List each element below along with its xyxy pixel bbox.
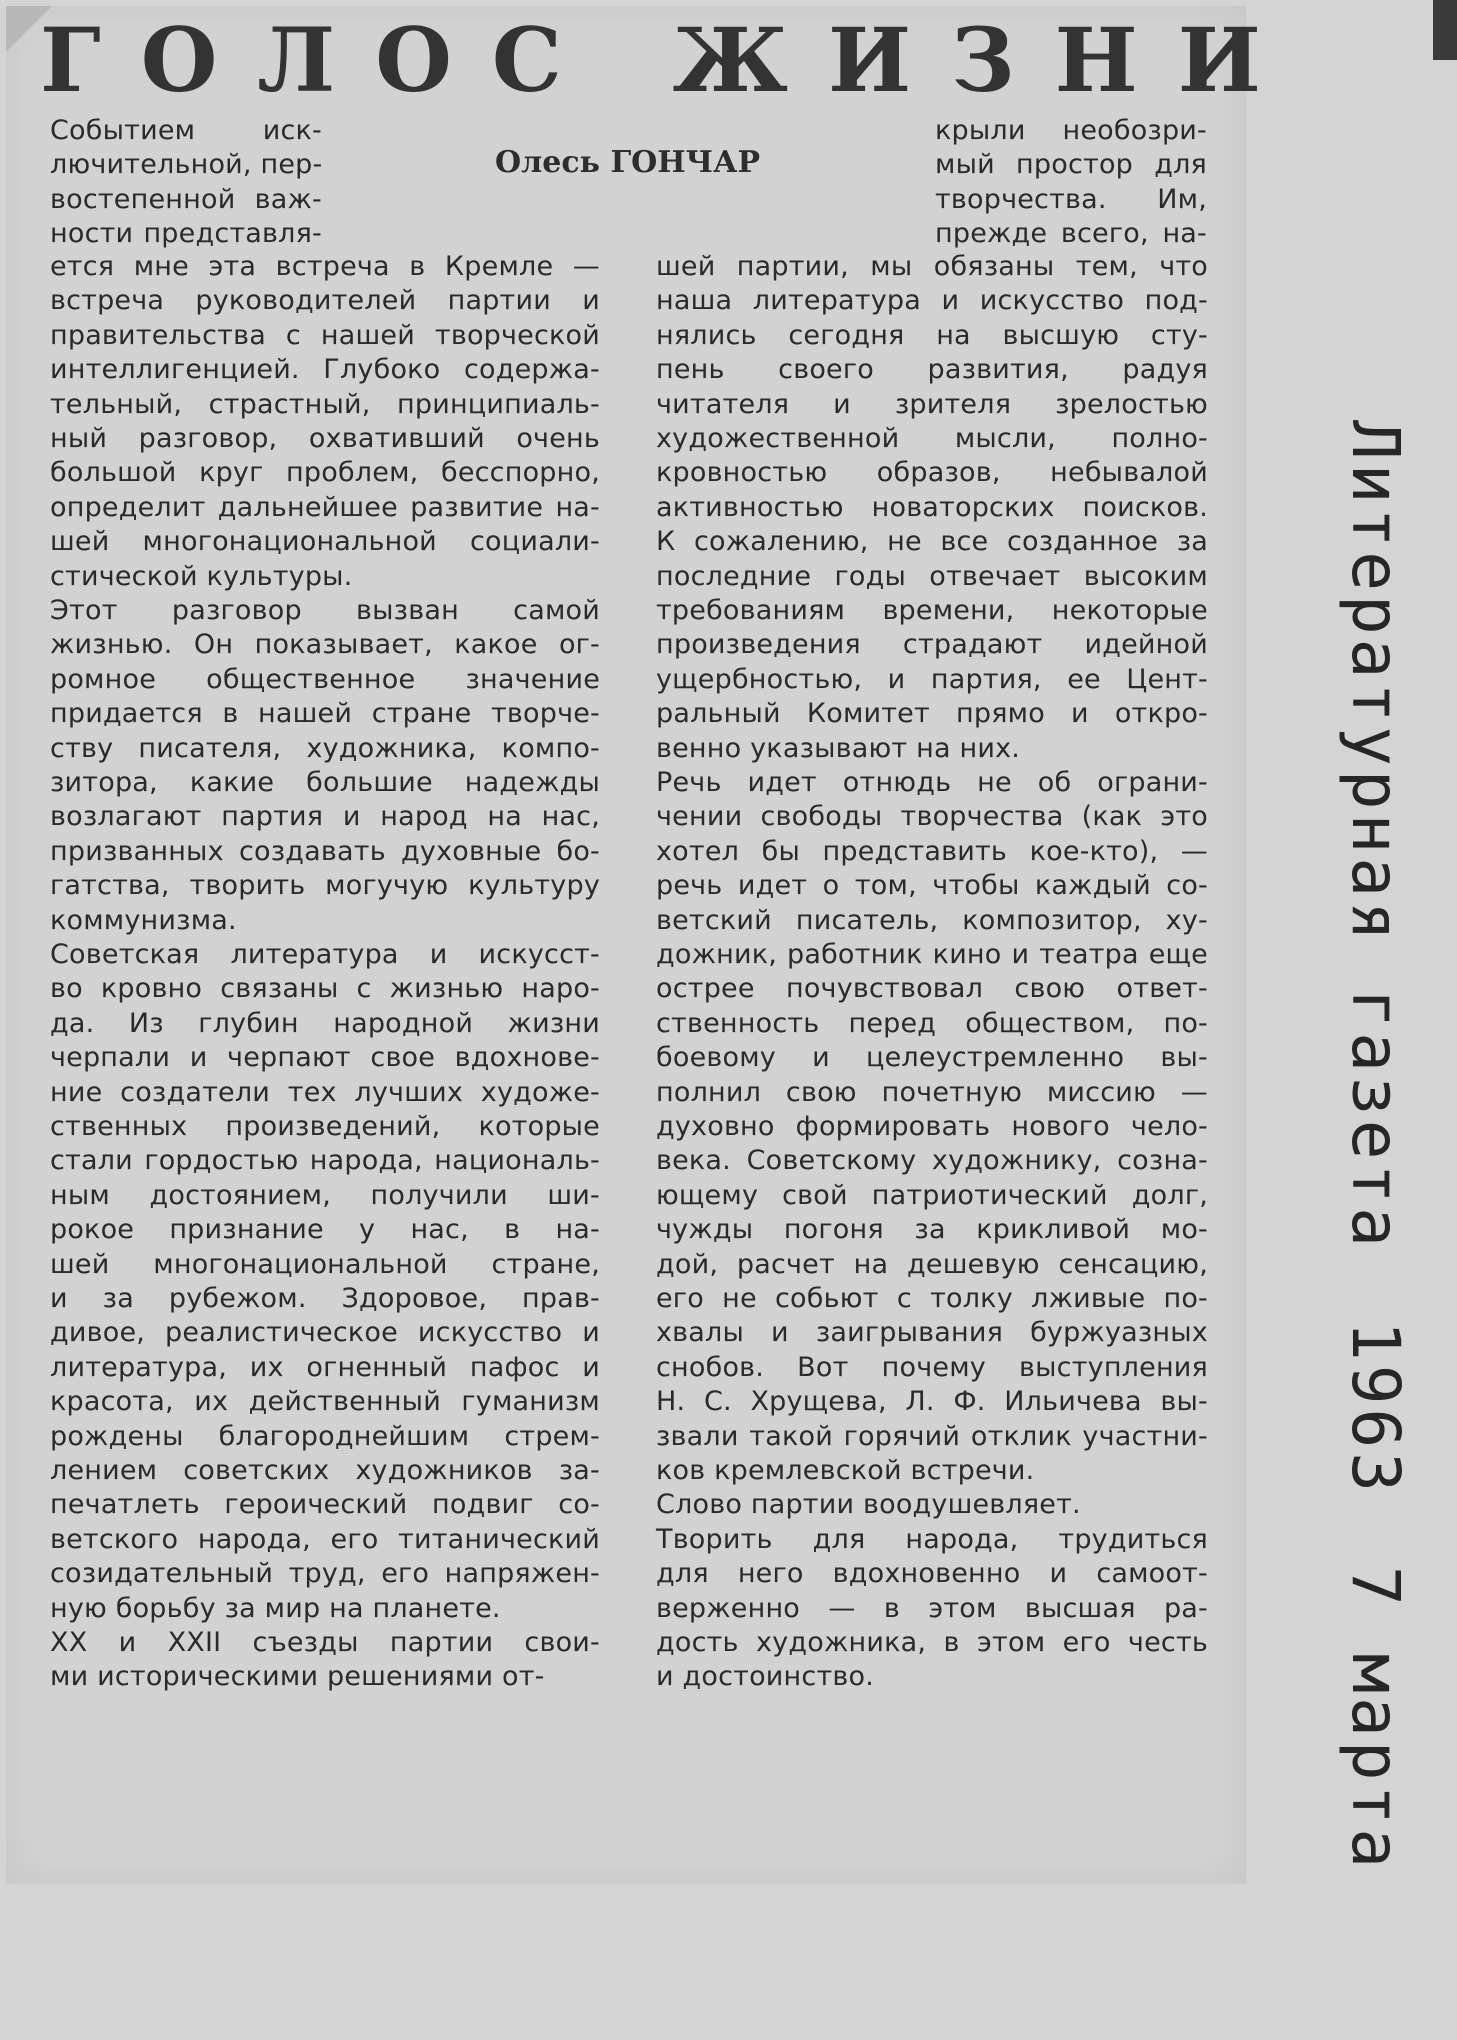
scan-edge xyxy=(1433,0,1457,60)
article-line: лением советских художников за- xyxy=(50,1455,600,1486)
article-line: гатства, творить могучую культуру xyxy=(50,870,600,902)
article-line: зитора, какие большие надежды xyxy=(50,767,600,798)
article-line: дивое, реалистическое искусство и xyxy=(50,1317,600,1349)
article-line: черпали и черпают свое вдохнове- xyxy=(50,1042,600,1074)
article-line: снобов. Вот почему выступления xyxy=(656,1351,1208,1383)
article-line: дожник, работник кино и театра еще xyxy=(656,939,1208,970)
article-line: ным достоянием, получили ши- xyxy=(50,1179,600,1211)
article-line: тельный, страстный, принципиаль- xyxy=(50,388,600,420)
article-line: духовно формировать нового чело- xyxy=(656,1111,1208,1142)
article-line: интеллигенцией. Глубоко содержа- xyxy=(50,354,600,386)
article-line: правительства с нашей творческой xyxy=(50,319,600,351)
article-line: произведения страдают идейной xyxy=(656,629,1208,661)
article-line: боевому и целеустремленно вы- xyxy=(656,1042,1208,1074)
handwritten-year: 1963 xyxy=(1337,1320,1414,1496)
article-line: рокое признание у нас, в на- xyxy=(50,1214,600,1246)
article-line: К сожалению, не все созданное за xyxy=(656,526,1208,558)
article-line: возлагают партия и народ на нас, xyxy=(50,801,600,833)
article-line: прежде всего, на- xyxy=(935,218,1207,250)
article-line: полнил свою почетную миссию — xyxy=(656,1076,1208,1108)
article-line: стали гордостью народа, националь- xyxy=(50,1145,600,1177)
article-line: хотел бы представить кое-кто), — xyxy=(656,835,1208,867)
article-line: встреча руководителей партии и xyxy=(50,285,600,317)
article-line: Слово партии воодушевляет. xyxy=(656,1489,1081,1521)
article-line: шей партии, мы обязаны тем, что xyxy=(656,251,1208,282)
article-line: художественной мысли, полно- xyxy=(656,423,1208,454)
article-line: призванных создавать духовные бо- xyxy=(50,835,600,867)
article-line: шей многонациональной стране, xyxy=(50,1248,600,1280)
article-line: Творить для народа, трудиться xyxy=(656,1523,1208,1555)
article-line: дой, расчет на дешевую сенсацию, xyxy=(656,1248,1208,1280)
article-line: XX и XXII съезды партии свои- xyxy=(50,1627,600,1658)
article-line: творчества. Им, xyxy=(935,183,1207,215)
article-line: придается в нашей стране творче- xyxy=(50,698,600,730)
article-line: ную борьбу за мир на планете. xyxy=(50,1592,501,1624)
article-line: Н. С. Хрущева, Л. Ф. Ильичева вы- xyxy=(656,1386,1208,1418)
article-line: большой круг проблем, бесспорно, xyxy=(50,457,600,489)
article-line: и за рубежом. Здоровое, прав- xyxy=(50,1283,600,1314)
article-line: шей многонациональной социали- xyxy=(50,526,600,558)
article-line: во кровно связаны с жизнью наро- xyxy=(50,973,600,1005)
article-line: острее почувствовал свою ответ- xyxy=(656,973,1208,1005)
article-line: ков кремлевской встречи. xyxy=(656,1455,1035,1486)
article-line: ственность перед обществом, по- xyxy=(656,1007,1208,1039)
article-line: рождены благороднейшим стрем- xyxy=(50,1420,600,1452)
article-line: звали такой горячий отклик участни- xyxy=(656,1420,1208,1452)
article-line: хвалы и заигрывания буржуазных xyxy=(656,1317,1208,1349)
article-line: для него вдохновенно и самоот- xyxy=(656,1558,1208,1590)
article-line: востепенной важ- xyxy=(50,183,322,215)
article-line: ющему свой патриотический долг, xyxy=(656,1179,1208,1211)
headline: ГОЛОС ЖИЗНИ xyxy=(40,8,1301,112)
article-line: да. Из глубин народной жизни xyxy=(50,1007,600,1039)
article-line: ству писателя, художника, компо- xyxy=(50,732,600,764)
article-line: ветский писатель, композитор, ху- xyxy=(656,904,1208,936)
article-line: и достоинство. xyxy=(656,1661,874,1693)
article-line: Советская литература и искусст- xyxy=(50,939,600,970)
article-line: определит дальнейшее развитие на- xyxy=(50,491,600,523)
article-line: ние создатели тех лучших художе- xyxy=(50,1076,600,1108)
article-line: наша литература и искусство под- xyxy=(656,285,1208,317)
article-line: ности представля- xyxy=(50,218,322,250)
article-line: ветского народа, его титанический xyxy=(50,1523,600,1555)
article-line: ущербностью, и партия, ее Цент- xyxy=(656,663,1208,695)
handwritten-note xyxy=(1310,420,1440,2040)
article-line: Речь идет отнюдь не об ограни- xyxy=(656,767,1208,798)
byline: Олесь ГОНЧАР xyxy=(495,145,761,180)
article-line: речь идет о том, чтобы каждый со- xyxy=(656,870,1208,902)
article-line: века. Советскому художнику, созна- xyxy=(656,1145,1208,1177)
article-line: коммунизма. xyxy=(50,904,237,936)
article-line: последние годы отвечает высоким xyxy=(656,560,1208,592)
article-line: мый простор для xyxy=(935,149,1207,181)
article-line: ромное общественное значение xyxy=(50,663,600,695)
handwritten-publication: Литературная газета xyxy=(1337,420,1414,1251)
article-line: созидательный труд, его напряжен- xyxy=(50,1558,600,1590)
article-line: Этот разговор вызван самой xyxy=(50,595,600,626)
article-line: ственных произведений, которые xyxy=(50,1111,600,1142)
article-line: ется мне эта встреча в Кремле — xyxy=(50,251,600,282)
article-line: литература, их огненный пафос и xyxy=(50,1351,600,1383)
article-line: чении свободы творчества (как это xyxy=(656,801,1208,833)
article-line: чужды погоня за крикливой мо- xyxy=(656,1214,1208,1246)
article-line: лючительной, пер- xyxy=(50,149,323,181)
article-line: дость художника, в этом его честь xyxy=(656,1627,1208,1658)
article-line: его не собьют с толку лживые по- xyxy=(656,1283,1208,1314)
article-line: читателя и зрителя зрелостью xyxy=(656,388,1208,420)
article-line: печатлеть героический подвиг со- xyxy=(50,1489,600,1521)
article-line: стической культуры. xyxy=(50,560,353,592)
article-line: верженно — в этом высшая ра- xyxy=(656,1592,1208,1624)
article-line: ми историческими решениями от- xyxy=(50,1661,545,1693)
article-line: кровностью образов, небывалой xyxy=(656,457,1208,489)
article-line: красота, их действенный гуманизм xyxy=(50,1386,600,1418)
article-line: жизнью. Он показывает, какое ог- xyxy=(50,629,600,661)
article-line: ральный Комитет прямо и откро- xyxy=(656,698,1208,730)
article-line: нялись сегодня на высшую сту- xyxy=(656,319,1208,351)
article-line: венно указывают на них. xyxy=(656,732,1021,764)
article-line: требованиям времени, некоторые xyxy=(656,595,1208,626)
article-line: ный разговор, охвативший очень xyxy=(50,423,600,454)
article-line: пень своего развития, радуя xyxy=(656,354,1208,386)
article-line: активностью новаторских поисков. xyxy=(656,491,1208,523)
article-line: Событием иск- xyxy=(50,115,322,146)
handwritten-date: 7 марта xyxy=(1337,1565,1414,1873)
article-line: крыли необозри- xyxy=(935,115,1207,146)
